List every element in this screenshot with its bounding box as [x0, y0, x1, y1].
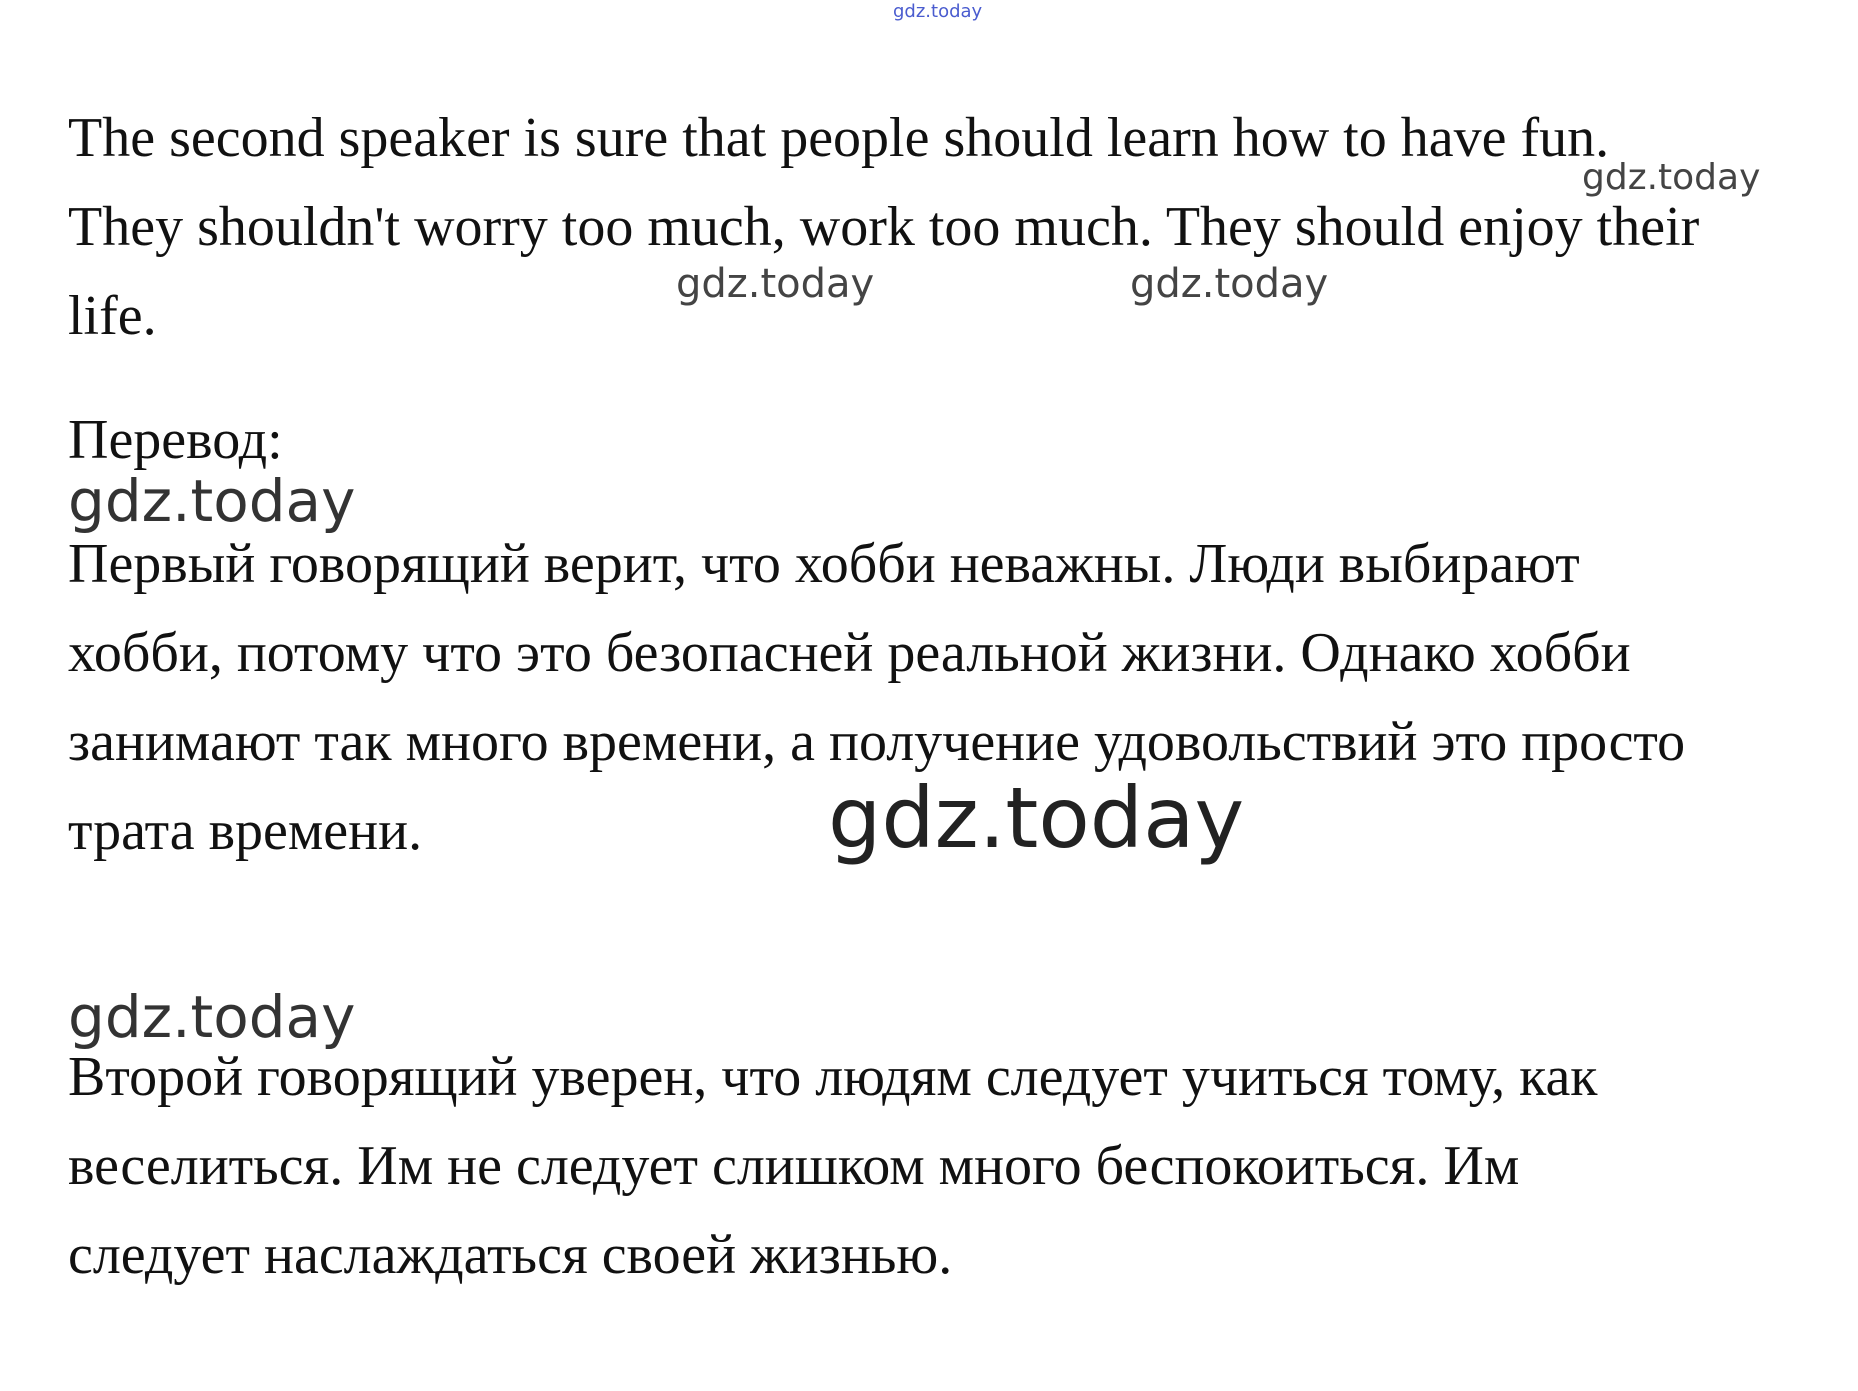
russian-2-line-1: Второй говорящий уверен, что людям следует учиться тому, как: [68, 1046, 1598, 1108]
watermark-medium-2: gdz.today: [68, 983, 356, 1051]
watermark-small-2: gdz.today: [676, 261, 875, 307]
russian-1-line-4: трата времени.: [68, 800, 423, 862]
watermark-top: gdz.today: [893, 1, 983, 22]
watermark-medium-1: gdz.today: [68, 467, 356, 535]
english-line-2: They shouldn't worry too much, work too much. They should enjoy their: [68, 196, 1700, 258]
russian-1-line-3: занимают так много времени, а получение удовольствий это просто: [68, 711, 1686, 773]
english-line-3: life.: [68, 285, 157, 347]
watermark-large: gdz.today: [828, 769, 1245, 867]
english-line-1: The second speaker is sure that people should learn how to have fun.: [68, 107, 1610, 169]
translation-heading: Перевод:: [68, 409, 283, 471]
watermark-small-3: gdz.today: [1130, 261, 1329, 307]
russian-2-line-3: следует наслаждаться своей жизнью.: [68, 1224, 953, 1286]
russian-2-line-2: веселиться. Им не следует слишком много беспокоиться. Им: [68, 1135, 1520, 1197]
watermark-small-1: gdz.today: [1582, 157, 1761, 198]
russian-1-line-2: хобби, потому что это безопасней реальной жизни. Однако хобби: [68, 622, 1631, 684]
russian-1-line-1: Первый говорящий верит, что хобби неважны. Люди выбирают: [68, 533, 1580, 595]
